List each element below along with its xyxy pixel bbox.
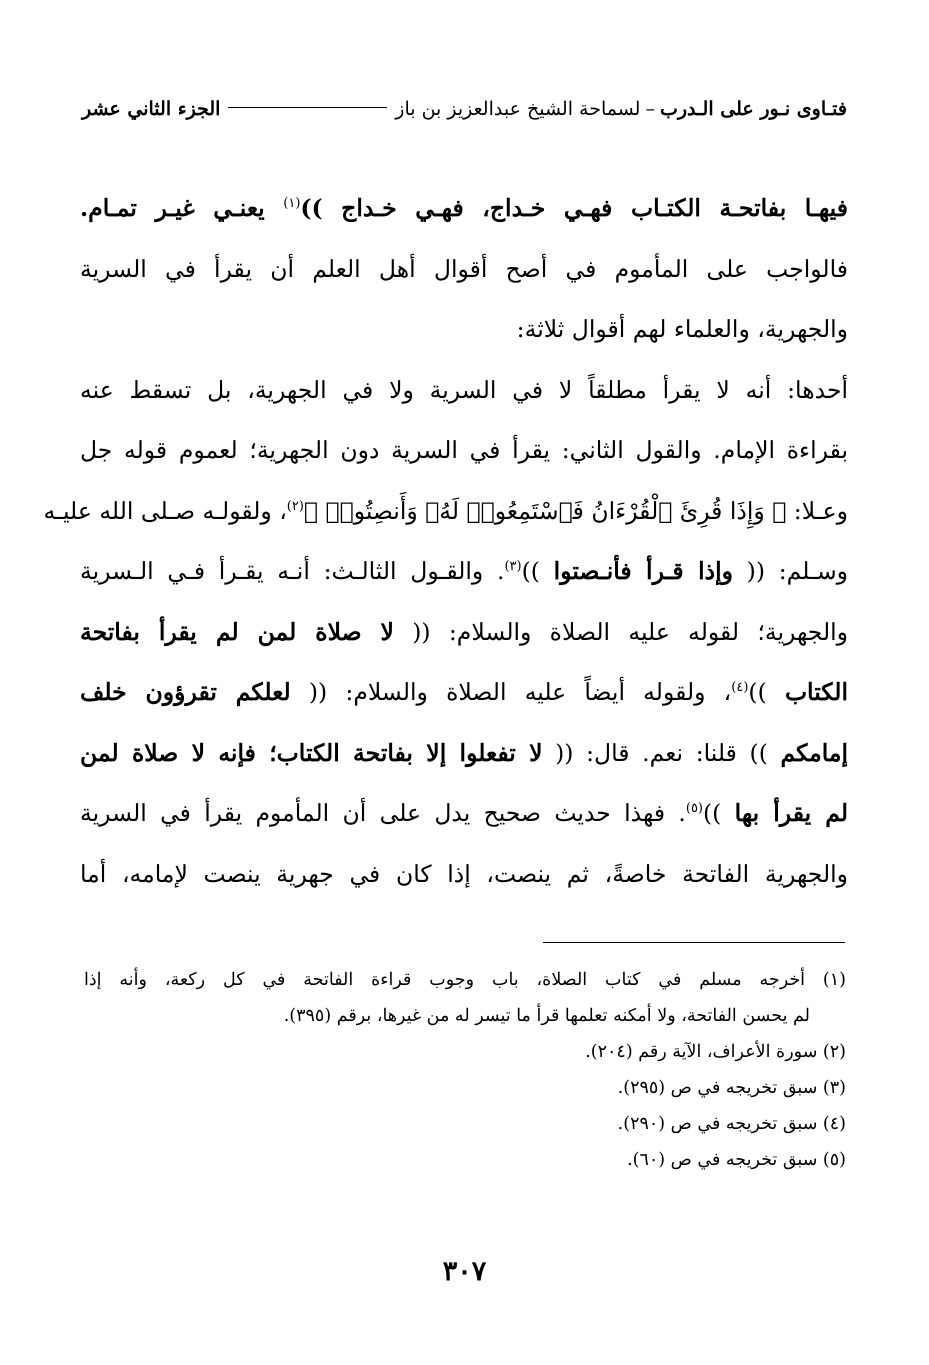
text-span: )) [703, 799, 735, 827]
text-span: والجهرية؛ لقوله عليه الصلاة والسلام: (( [393, 617, 848, 646]
header-rule [228, 107, 387, 108]
text-line: والجهرية، والعلماء لهم أقوال ثلاثة: [516, 315, 848, 343]
text-line: فالواجب على المأموم في أصح أقوال أهل العلم أن يقرأ في السرية [80, 254, 848, 283]
footnote-1-continued: لم يحسن الفاتحة، ولا أمكنه تعلمها قرأ ما تيسر له من غيرها، برقم (٣٩٥). [283, 1006, 810, 1026]
text-span: ، ولقوله أيضاً عليه الصلاة والسلام: (( [290, 678, 732, 706]
text-line: أحدها: أنه لا يقرأ مطلقاً لا في السرية ولا في الجهرية، بل تسقط عنه [80, 375, 848, 404]
running-header [82, 92, 847, 126]
text-line [43, 481, 848, 542]
footnote-3: (٣) سبق تخريجه في ص (٢٩٥). [617, 1078, 846, 1098]
text-line [80, 662, 848, 723]
text-span: . فهذا حديث صحيح يدل على أن المأموم يقرأ في السرية [80, 799, 686, 827]
footnote-ref: (١) [283, 196, 301, 212]
book-author: لسماحة الشيخ عبدالعزيز بن باز [395, 98, 641, 120]
text-line [80, 783, 848, 844]
footnote-ref: (٥) [685, 801, 703, 817]
text-span: يعنـي غيـر تمـام. [80, 194, 284, 222]
text-span: وسـلم: (( [732, 557, 848, 585]
text-line [80, 602, 848, 663]
footnote-ref: (٢) [286, 498, 304, 514]
hadith-text: وإذا قـرأ فأنـصتوا [553, 557, 733, 585]
text-span: )) [521, 557, 554, 585]
hadith-text: فيهـا بفاتحـة الكتـاب فهـي خـداج، فهـي خـداج )) [300, 194, 848, 222]
footnote-2: (٢) سورة الأعراف، الآية رقم (٢٠٤). [585, 1042, 846, 1062]
hadith-text: إمامكم [780, 738, 848, 767]
text-span: . والقـول الثالـث: أنـه يقـرأ فـي الـسرية [80, 557, 505, 585]
footnotes [84, 962, 846, 1178]
text-line [80, 541, 848, 602]
text-span: )) قلنا: نعم. قال: (( [542, 738, 781, 767]
quran-verse: ﴿ وَإِذَا قُرِئَ ٱلْقُرْءَانُ فَٱسْتَمِعُوا۟ لَهُۥ وَأَنصِتُوا۟ ﴾ [303, 496, 787, 525]
footnote-1: (١) أخرجه مسلم في كتاب الصلاة، باب وجوب قراءة الفاتحة في كل ركعة، وأنه إذا [84, 970, 846, 990]
text-span: ، ولقولـه صـلى الله عليـه [43, 496, 287, 525]
footnote-ref: (٤) [731, 680, 749, 696]
hadith-text: لم يقرأ بها [734, 799, 849, 827]
page-number: ٣٠٧ [442, 1256, 487, 1287]
footnote-4: (٤) سبق تخريجه في ص (٢٩٠). [617, 1114, 846, 1134]
header-separator: – [645, 98, 655, 120]
book-title: فتـاوى نـور على الـدرب [659, 98, 847, 120]
text-line: بقراءة الإمام. والقول الثاني: يقرأ في السرية دون الجهرية؛ لعموم قوله جل [80, 436, 848, 464]
body-text [43, 178, 849, 904]
text-line [80, 178, 848, 239]
footnote-ref: (٣) [504, 559, 522, 575]
text-span: وعـلا: [786, 496, 848, 525]
hadith-text: الكتاب [784, 678, 848, 706]
volume-label: الجزء الثاني عشر [82, 98, 221, 120]
footnote-rule [543, 942, 845, 943]
hadith-text: لا تفعلوا إلا بفاتحة الكتاب؛ فإنه لا صلاة لمن [80, 738, 543, 767]
text-line [80, 723, 848, 784]
text-line: والجهرية الفاتحة خاصةً، ثم ينصت، إذا كان في جهرية ينصت لإمامه، أما [80, 859, 848, 888]
hadith-text: لا صلاة لمن لم يقرأ بفاتحة [80, 617, 394, 646]
hadith-text: لعلكم تقرؤون خلف [80, 678, 291, 706]
footnote-5: (٥) سبق تخريجه في ص (٦٠). [627, 1150, 846, 1170]
text-span: )) [748, 678, 785, 706]
